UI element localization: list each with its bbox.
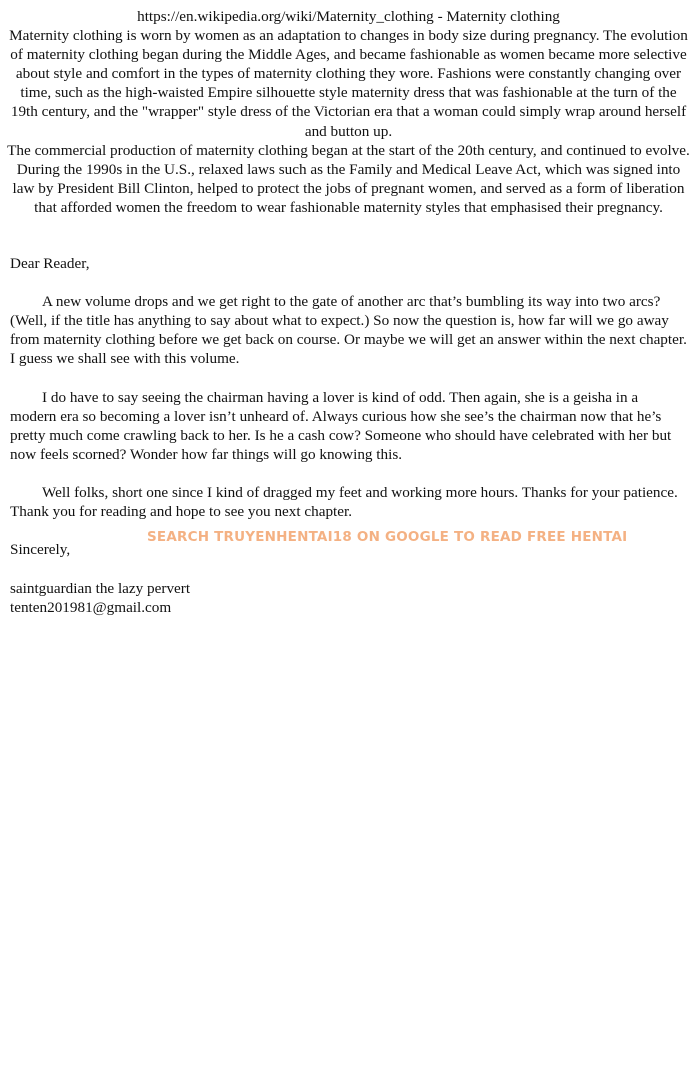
letter-paragraph-1: A new volume drops and we get right to the gate of another arc that’s bumbling its way into two arcs? (Well, if the title has anything to say about what to expect.) So now the question is, how far will we go away from maternity clothing before we get back on course. Or maybe we will get an answer within the next chapter. I guess we shall see with this volume. [10,293,687,368]
letter-paragraph-2: I do have to say seeing the chairman having a lover is kind of odd. Then again, she is a geisha in a modern era so becoming a lover isn’t unheard of. Always curious how she see’s the chairman now that he’s pretty much come crawling back to her. Is he a cash cow? Someone who should have celebrated with her but now feels scorned? Wonder how far things will go knowing this. [10,388,672,463]
letter-greeting: Dear Reader, [10,255,90,272]
letter-body [10,254,688,617]
letter-paragraph-3: Well folks, short one since I kind of dragged my feet and working more hours. Thanks for your patience. Thank you for reading and hope to see you next chapter. [10,484,678,521]
source-line: https://en.wikipedia.org/wiki/Maternity_clothing - Maternity clothing [137,8,560,25]
watermark-text: SEARCH TRUYENHENTAI18 ON GOOGLE TO READ FREE HENTAI [147,529,628,545]
letter-signature: saintguardian the lazy pervert [10,579,191,597]
article-excerpt [6,7,691,217]
excerpt-paragraph-1: Maternity clothing is worn by women as an adaptation to changes in body size during pregnancy. The evolution of maternity clothing began during the Middle Ages, and became fashionable as women became more selective about style and comfort in the types of maternity clothing they wore. Fashions were constantly changing over time, such as the high-waisted Empire silhouette style maternity dress that was fashionable at the turn of the 19th century, and the "wrapper" style dress of the Victorian era that a woman could simply wrap around herself and button up. [9,27,688,140]
letter-email: tenten201981@gmail.com [10,598,172,616]
excerpt-paragraph-2: The commercial production of maternity clothing began at the start of the 20th century, and continued to evolve. During the 1990s in the U.S., relaxed laws such as the Family and Medical Leave Act, which was signed into law by President Bill Clinton, helped to protect the jobs of pregnant women, and served as a form of liberation that afforded women the freedom to wear fashionable maternity styles that emphasised their pregnancy. [7,141,690,216]
letter-closing: Sincerely, [10,541,71,559]
